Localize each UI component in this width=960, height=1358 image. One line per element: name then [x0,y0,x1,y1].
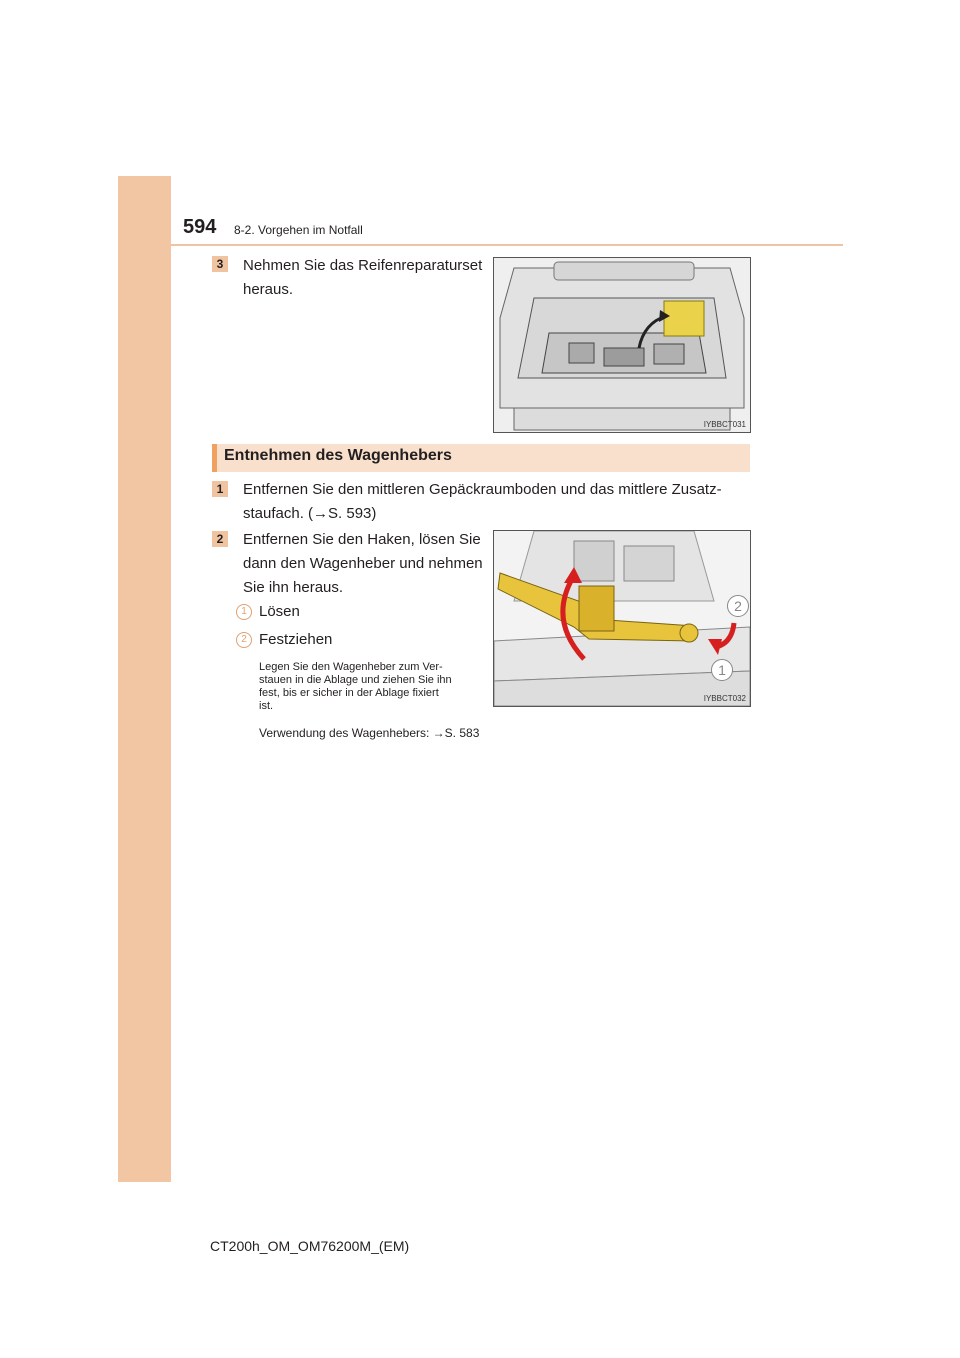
step3-text-line2: heraus. [243,281,294,298]
note-line2: stauen in die Ablage und ziehen Sie ihn [259,674,452,686]
subsection-bar [212,444,217,472]
subsection-title: Entnehmen des Wagenhebers [224,447,452,464]
step2-text-line2: dann den Wagenheber und nehmen [243,555,483,572]
figure-code: IYBBCT031 [703,420,746,429]
header-rule [171,244,843,246]
side-tab [118,176,171,1182]
callout-1: 1 [711,659,733,681]
jack-illustration [494,531,750,706]
note-line3: fest, bis er sicher in der Ablage fixiert [259,687,439,699]
trunk-illustration [494,258,750,432]
jack-figure [493,530,751,707]
page-number: 594 [183,216,217,238]
callout-2: 2 [727,595,749,617]
item-label-loosen: Lösen [259,603,300,620]
footer-code: CT200h_OM_OM76200M_(EM) [210,1238,410,1254]
reference-text: Verwendung des Wagenhebers: →S. 583 [259,726,480,740]
item-number-2: 2 [236,632,252,648]
section-title: 8-2. Vorgehen im Notfall [234,223,363,237]
step1-text-line1: Entfernen Sie den mittleren Gepäckraumboden und das mittlere Zusatz- [243,481,722,498]
figure-code: IYBBCT032 [703,694,746,703]
step-badge-3: 3 [212,256,228,272]
step-badge-1: 1 [212,481,228,497]
note-line4: ist. [259,700,274,712]
step2-text-line1: Entfernen Sie den Haken, lösen Sie [243,531,481,548]
note-line1: Legen Sie den Wagenheber zum Ver- [259,661,443,673]
step3-text-line1: Nehmen Sie das Reifenreparaturset [243,257,483,274]
step1-text-line2: staufach. (→S. 593) [243,505,377,522]
subsection-heading [212,444,750,472]
step-badge-2: 2 [212,531,228,547]
item-number-1: 1 [236,604,252,620]
item-label-tighten: Festziehen [259,631,333,648]
step2-text-line3: Sie ihn heraus. [243,579,344,596]
trunk-figure [493,257,751,433]
